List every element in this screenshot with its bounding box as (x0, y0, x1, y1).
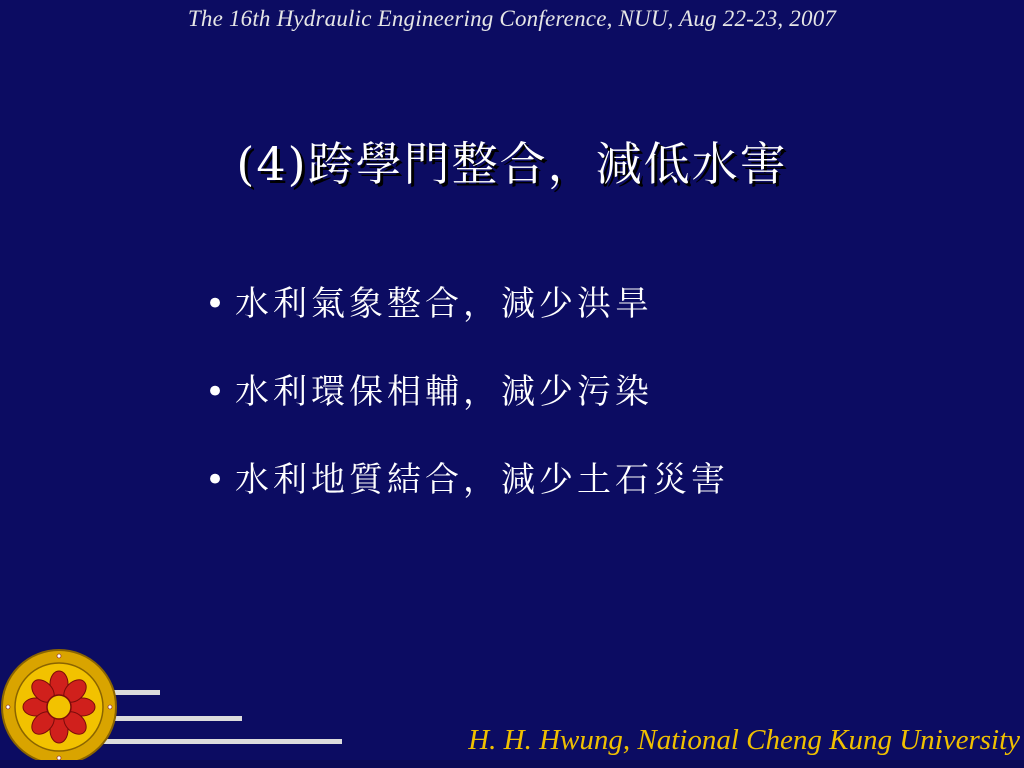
decor-line-middle (100, 716, 242, 721)
bullet-text: 水利地質結合，減少土石災害 (235, 460, 729, 500)
bullet-text: 水利環保相輔，減少污染 (235, 372, 653, 412)
bullet-list (205, 283, 729, 547)
decor-line-bottom (100, 739, 342, 744)
bullet-dot: • (205, 372, 230, 412)
bullet-dot: • (205, 460, 230, 500)
bullet-text: 水利氣象整合，減少洪旱 (235, 284, 653, 324)
bullet-item (205, 459, 729, 501)
slide-title: (4)跨學門整合，減低水害 (236, 137, 788, 191)
conference-header: The 16th Hydraulic Engineering Conference, NUU, Aug 22-23, 2007 (187, 6, 837, 31)
bottom-strip (0, 760, 1024, 768)
bullet-item (205, 283, 729, 325)
bullet-dot: • (205, 284, 230, 324)
footer-author: H. H. Hwung, National Cheng Kung University (468, 724, 1020, 756)
university-seal-logo (0, 648, 118, 766)
bullet-item (205, 371, 729, 413)
